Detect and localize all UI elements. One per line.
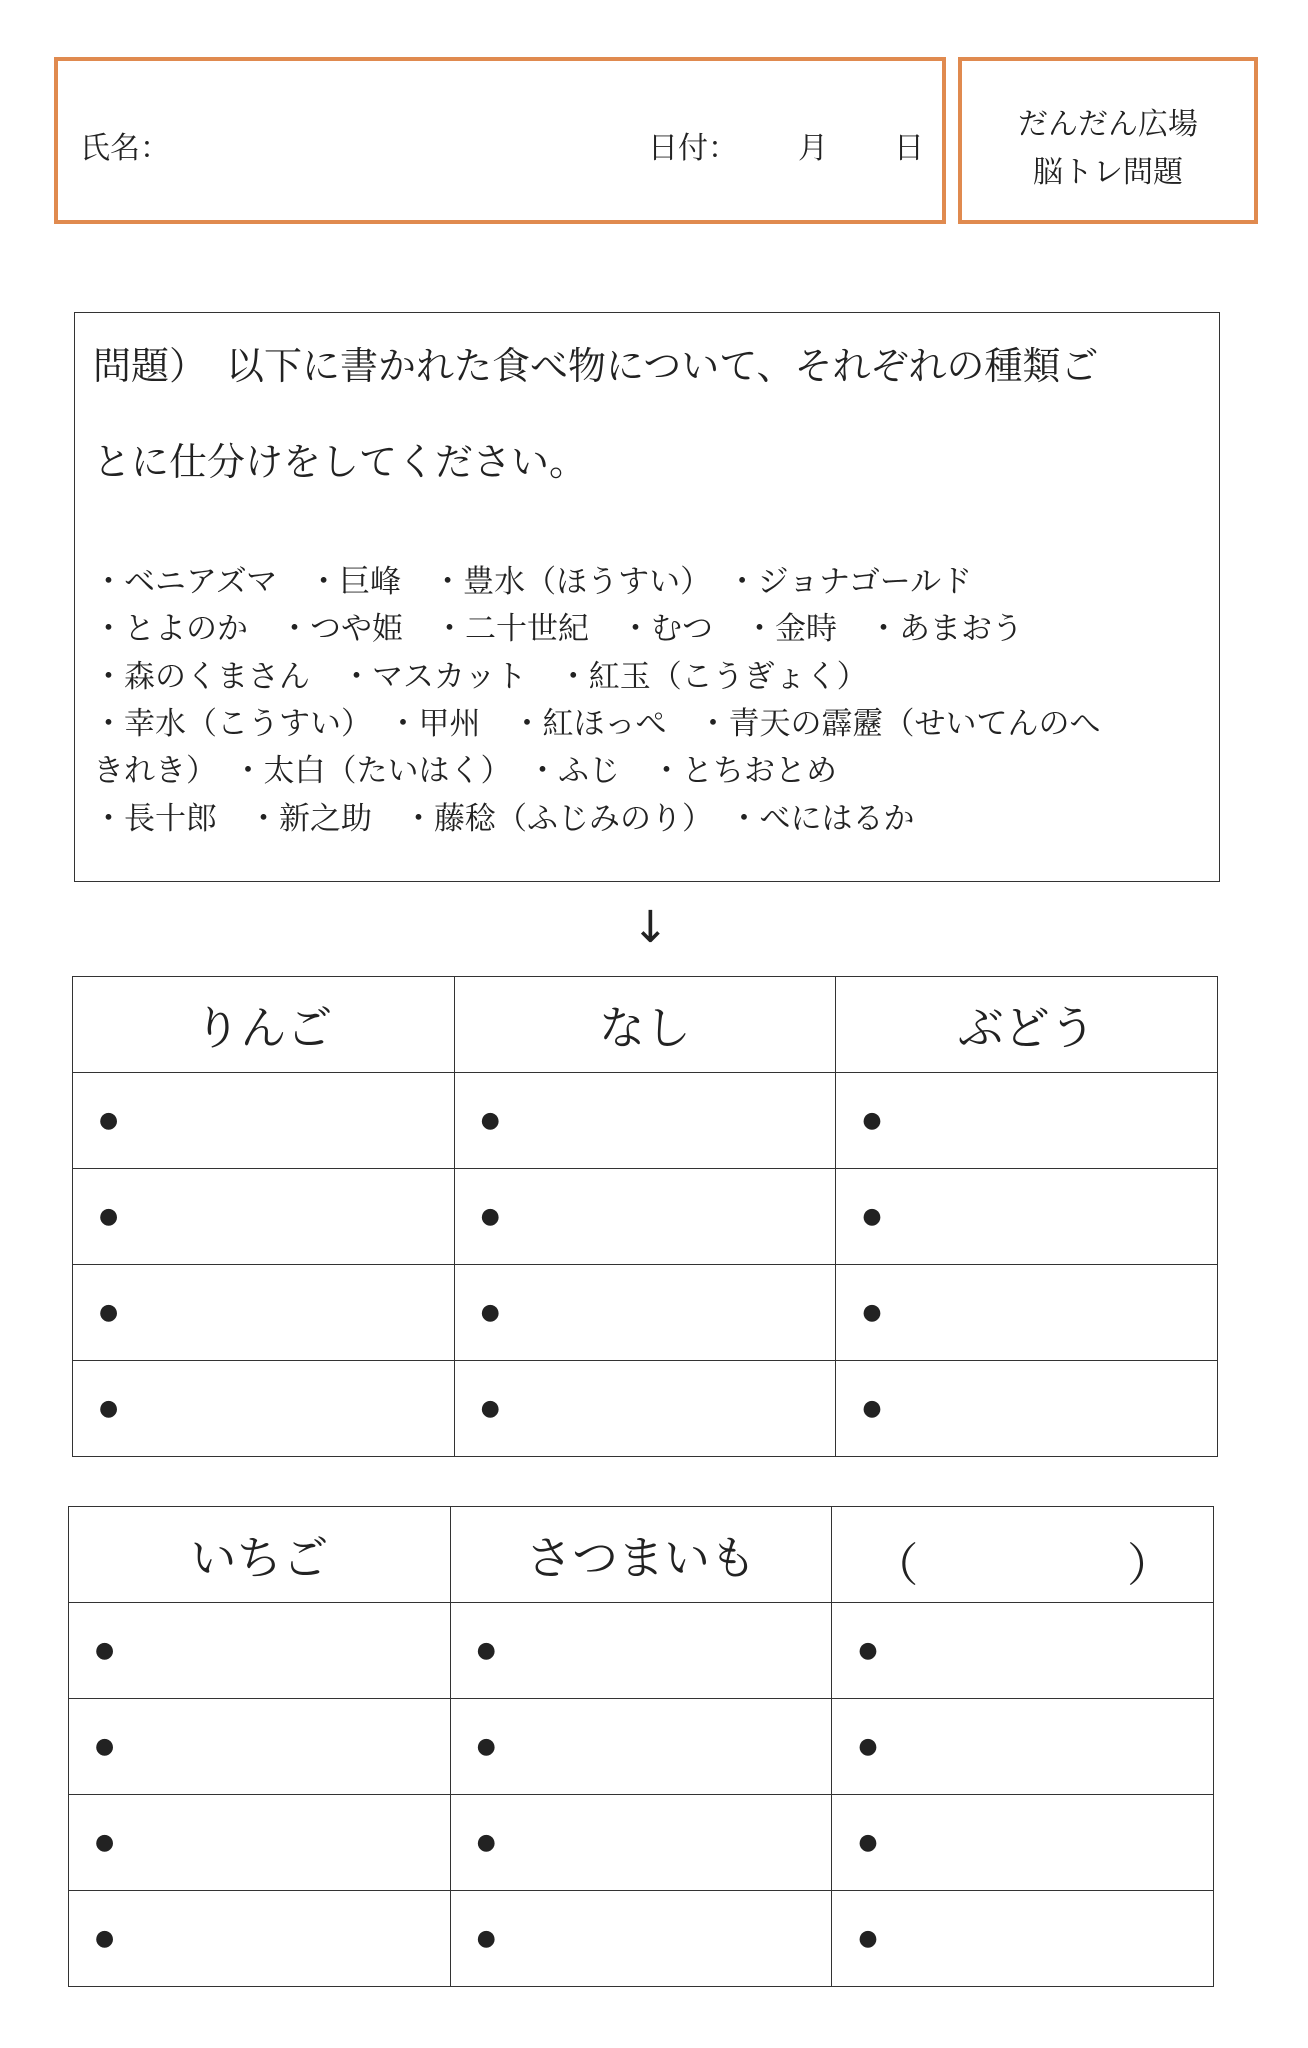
bullet: ● [480,1300,500,1325]
worksheet-title-box [958,57,1258,224]
answer-cell[interactable] [73,1361,455,1457]
header-grape: ぶどう [836,977,1218,1073]
bullet: ● [858,1830,878,1855]
header-strawberry: いちご [69,1507,451,1603]
answer-cell[interactable] [69,1699,451,1795]
item-line: ・幸水（こうすい） ・甲州 ・紅ほっぺ ・青天の霹靂（せいてんのへ [93,706,1101,742]
title-line-1: だんだん広場 [1018,107,1198,142]
item-line: ・森のくまさん ・マスカット ・紅玉（こうぎょく） [93,659,868,695]
answer-cell[interactable] [836,1169,1218,1265]
bullet: ● [858,1638,878,1663]
name-label: 氏名： [80,131,170,166]
answer-cell[interactable] [836,1361,1218,1457]
header-sweet-potato: さつまいも [450,1507,832,1603]
header-apple: りんご [73,977,455,1073]
sorting-table-1 [72,976,1218,1457]
answer-cell[interactable] [450,1795,832,1891]
bullet: ● [95,1830,115,1855]
right-paren: ） [1127,1538,1173,1592]
date-label: 日付： [648,131,738,166]
answer-cell[interactable] [69,1603,451,1699]
answer-cell[interactable] [836,1073,1218,1169]
bullet: ● [95,1638,115,1663]
answer-cell[interactable] [832,1891,1214,1987]
bullet: ● [99,1108,119,1133]
bullet: ● [99,1204,119,1229]
answer-cell[interactable] [73,1169,455,1265]
bullet: ● [862,1108,882,1133]
title-line-2: 脳トレ問題 [1033,155,1183,190]
question-line-1: 問題） 以下に書かれた食べ物について、それぞれの種類ご [93,344,1099,388]
answer-cell[interactable] [454,1169,836,1265]
item-line: ・とよのか ・つや姫 ・二十世紀 ・むつ ・金時 ・あまおう [93,611,1023,647]
answer-cell[interactable] [454,1361,836,1457]
item-line: ・長十郎 ・新之助 ・藤稔（ふじみのり） ・べにはるか [93,801,915,837]
answer-cell[interactable] [450,1603,832,1699]
bullet: ● [480,1108,500,1133]
answer-cell[interactable] [454,1265,836,1361]
problem-box [74,312,1220,882]
down-arrow-icon: ↓ [632,902,669,953]
sorting-table-2 [68,1506,1214,1987]
bullet: ● [476,1926,496,1951]
bullet: ● [99,1396,119,1421]
bullet: ● [480,1396,500,1421]
answer-cell[interactable] [69,1795,451,1891]
left-paren: （ [872,1538,919,1592]
bullet: ● [858,1926,878,1951]
header-pear: なし [454,977,836,1073]
answer-cell[interactable] [832,1795,1214,1891]
item-line: きれき） ・太白（たいはく） ・ふじ ・とちおとめ [93,753,837,789]
answer-cell[interactable] [450,1699,832,1795]
bullet: ● [99,1300,119,1325]
bullet: ● [95,1734,115,1759]
answer-cell[interactable] [450,1891,832,1987]
answer-cell[interactable] [69,1891,451,1987]
header-blank[interactable] [832,1507,1214,1603]
answer-cell[interactable] [454,1073,836,1169]
bullet: ● [476,1734,496,1759]
name-date-box [54,57,946,224]
bullet: ● [862,1204,882,1229]
answer-cell[interactable] [73,1265,455,1361]
bullet: ● [858,1734,878,1759]
bullet: ● [862,1300,882,1325]
answer-cell[interactable] [832,1603,1214,1699]
bullet: ● [476,1638,496,1663]
month-label: 月 [798,131,828,166]
item-line: ・ベニアズマ ・巨峰 ・豊水（ほうすい） ・ジョナゴールド [93,564,973,600]
bullet: ● [862,1396,882,1421]
answer-cell[interactable] [832,1699,1214,1795]
bullet: ● [476,1830,496,1855]
day-label: 日 [894,131,924,166]
answer-cell[interactable] [73,1073,455,1169]
question-line-2: とに仕分けをしてください。 [93,440,588,484]
answer-cell[interactable] [836,1265,1218,1361]
bullet: ● [95,1926,115,1951]
bullet: ● [480,1204,500,1229]
